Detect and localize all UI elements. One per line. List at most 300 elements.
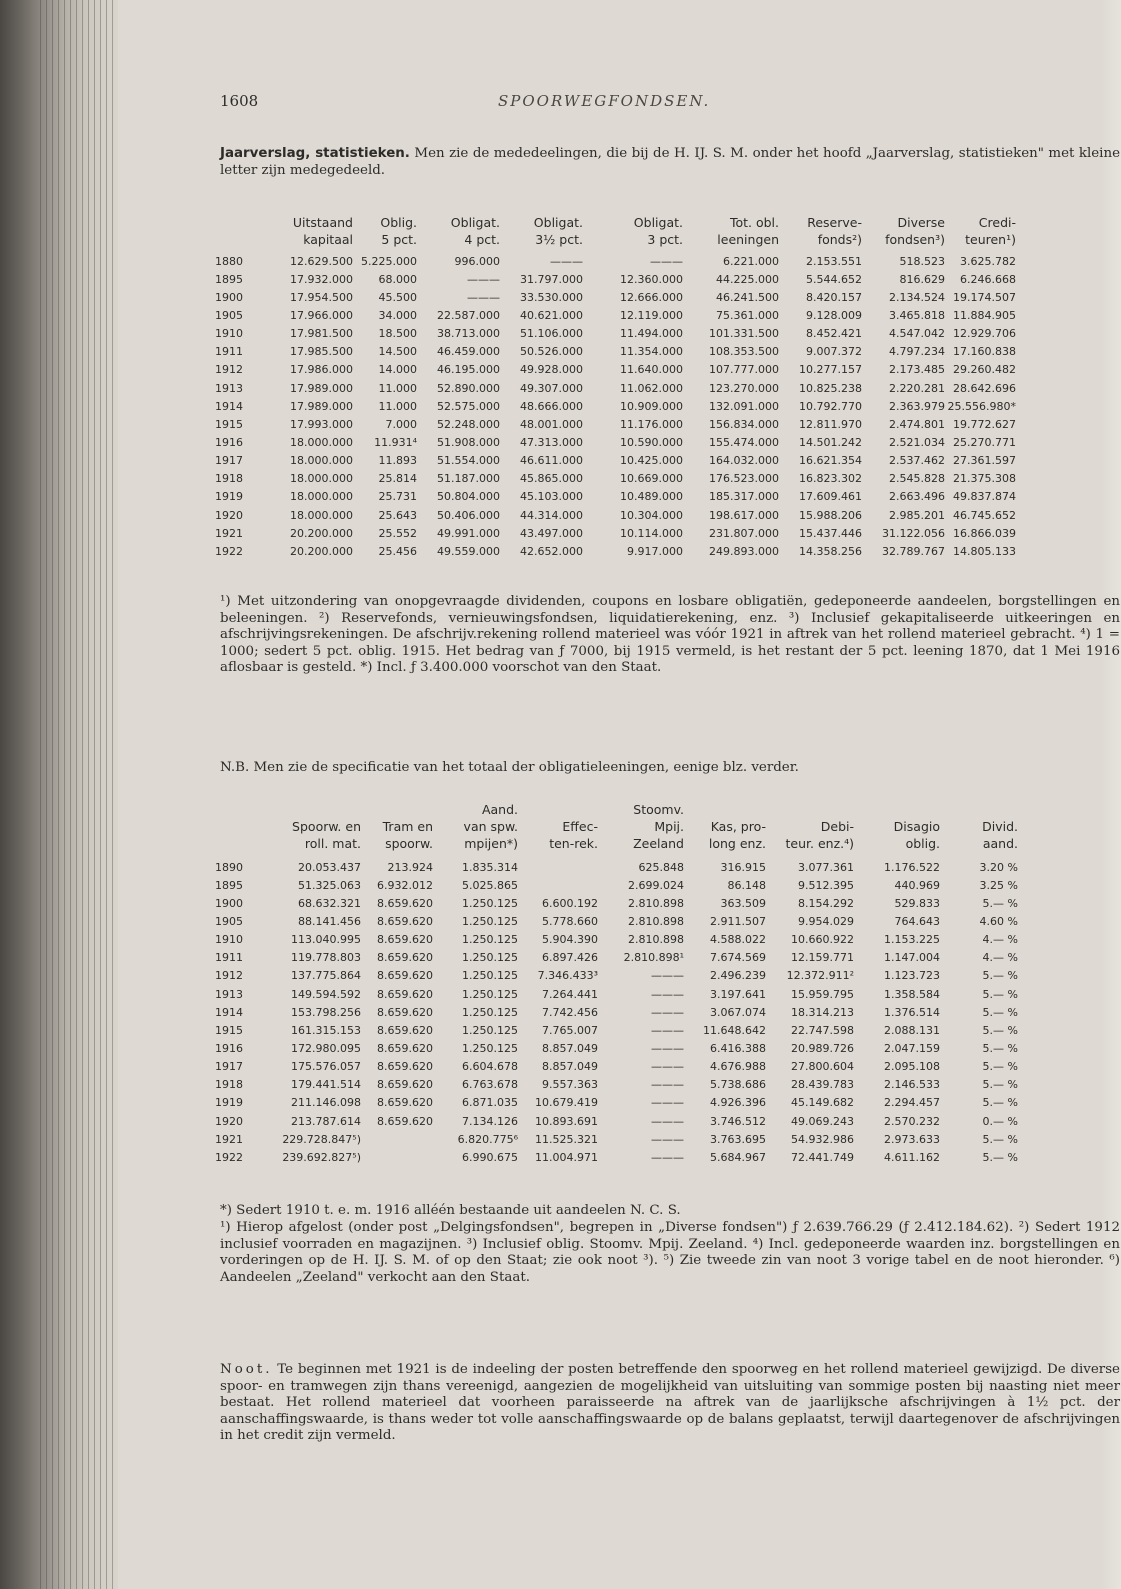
table1-value-cell: 49.837.874 <box>953 490 1016 504</box>
table2-value-cell: 4.60 % <box>979 914 1018 928</box>
table1-row <box>215 524 1016 542</box>
table1-row <box>215 470 1016 488</box>
table1-value-cell: 17.989.000 <box>290 381 353 395</box>
table2-value-cell: 1.250.125 <box>462 896 518 910</box>
table2-value-cell: 22.747.598 <box>791 1023 854 1037</box>
table2-value-cell: 239.692.827⁵) <box>282 1150 361 1164</box>
table2-header-cell: Kas, pro- <box>710 819 766 834</box>
table2-value-cell: 172.980.095 <box>291 1041 361 1055</box>
table1-header-cell: Diverse <box>897 215 945 230</box>
table2-header-cell: Tram en <box>382 819 433 834</box>
table2-value-cell: 8.857.049 <box>542 1060 598 1074</box>
table1-header-cell: Uitstaand <box>292 215 353 230</box>
table1-value-cell: 17.985.500 <box>290 345 353 359</box>
table2-value-cell: 9.512.395 <box>798 878 854 892</box>
table1-value-cell: 16.866.039 <box>953 526 1016 540</box>
table2-value-cell: 3.25 % <box>979 878 1018 892</box>
table1-value-cell: 49.928.000 <box>520 363 583 377</box>
table1-row <box>215 452 1016 470</box>
table2-value-cell <box>361 1148 433 1166</box>
table1-value-cell: 176.523.000 <box>709 472 779 486</box>
table2-row <box>215 1039 1018 1057</box>
table2-header-cell: teur. enz.⁴) <box>785 836 854 851</box>
table1-value-cell: 10.277.157 <box>799 363 862 377</box>
table1-header-cell: Obligat. <box>633 215 683 230</box>
table1-value-cell: 231.807.000 <box>709 526 779 540</box>
table1-value-cell: 10.909.000 <box>620 399 683 413</box>
table1-value-cell: 7.000 <box>385 417 417 431</box>
table1-value-cell: 25.814 <box>378 472 417 486</box>
table1-header-cell: Reserve- <box>807 215 862 230</box>
table2-value-cell: 8.659.620 <box>377 1023 433 1037</box>
table1-value-cell: ——— <box>650 254 683 268</box>
table2-value-cell: 175.576.057 <box>291 1060 361 1074</box>
table1-row <box>215 415 1016 433</box>
table1-value-cell: 38.713.000 <box>437 327 500 341</box>
table2-value-cell: 3.197.641 <box>710 987 766 1001</box>
table2-value-cell: 3.20 % <box>979 860 1018 874</box>
table1-header-cell: Oblig. <box>380 215 417 230</box>
table2-value-cell: 4.— % <box>982 951 1018 965</box>
table1-value-cell: 9.917.000 <box>627 544 683 558</box>
table1-header <box>118 215 1121 249</box>
table2-value-cell: 10.660.922 <box>791 933 854 947</box>
table1-row <box>215 433 1016 451</box>
table1-value-cell: 4.547.042 <box>889 327 945 341</box>
table2-value-cell: 2.570.232 <box>884 1114 940 1128</box>
table2-value-cell: 20.053.437 <box>298 860 361 874</box>
table1-value-cell: 6.246.668 <box>960 272 1016 286</box>
table2-value-cell: 1.250.125 <box>462 914 518 928</box>
table1-value-cell: 10.425.000 <box>620 454 683 468</box>
table1-value-cell: 17.609.461 <box>799 490 862 504</box>
table2-value-cell: ——— <box>651 1041 684 1055</box>
table2-value-cell: 316.915 <box>720 860 766 874</box>
table2-value-cell: ——— <box>651 1132 684 1146</box>
table2-value-cell: 49.069.243 <box>791 1114 854 1128</box>
table1-value-cell: 2.153.551 <box>806 254 862 268</box>
table2-value-cell: 5.— % <box>982 987 1018 1001</box>
table2-value-cell: 5.— % <box>982 1023 1018 1037</box>
table2-value-cell: 7.134.126 <box>462 1114 518 1128</box>
table1-value-cell: 40.621.000 <box>520 308 583 322</box>
table1-value-cell: ——— <box>467 290 500 304</box>
table2-value-cell: 18.314.213 <box>791 1005 854 1019</box>
table1-value-cell: 11.354.000 <box>620 345 683 359</box>
table1-value-cell: 11.176.000 <box>620 417 683 431</box>
table2-header-cell: roll. mat. <box>304 836 361 851</box>
table1-header-cell: leeningen <box>717 232 779 247</box>
table1-header-cell: kapitaal <box>303 232 353 247</box>
table1-value-cell: 11.884.905 <box>953 308 1016 322</box>
table1-value-cell: 47.313.000 <box>520 435 583 449</box>
table1-year-cell: 1910 <box>215 327 243 341</box>
table2-value-cell: 4.— % <box>982 933 1018 947</box>
table2-value-cell: 8.659.620 <box>377 1060 433 1074</box>
table2-year-cell: 1910 <box>215 933 243 947</box>
table2-value-cell: 1.250.125 <box>462 969 518 983</box>
table1-value-cell: 20.200.000 <box>290 544 353 558</box>
table1-value-cell: 44.225.000 <box>716 272 779 286</box>
running-title: SPOORWEGFONDSEN. <box>498 92 711 110</box>
table1-year-cell: 1912 <box>215 363 243 377</box>
table2-value-cell: 625.848 <box>638 860 684 874</box>
table1-header-cell: fonds²) <box>817 232 862 247</box>
table1-header-cell: Obligat. <box>450 215 500 230</box>
table2-value-cell: 5.— % <box>982 1060 1018 1074</box>
table1-row <box>215 325 1016 343</box>
table1-year-cell: 1880 <box>215 254 243 268</box>
table1-value-cell: 46.241.500 <box>716 290 779 304</box>
table1-year-cell: 1895 <box>215 272 243 286</box>
table1-value-cell: 17.954.500 <box>290 290 353 304</box>
table2-value-cell: 8.659.620 <box>377 1005 433 1019</box>
table2-value-cell: 5.684.967 <box>710 1150 766 1164</box>
table2-value-cell: 2.973.633 <box>884 1132 940 1146</box>
table1-year-cell: 1921 <box>215 526 243 540</box>
page-number: 1608 <box>220 92 259 110</box>
table2-value-cell: 12.372.911² <box>786 969 854 983</box>
table1-value-cell: 17.932.000 <box>290 272 353 286</box>
table2-row <box>215 931 1018 949</box>
page-stack-edges <box>40 0 118 1589</box>
table1-value-cell: 14.501.242 <box>799 435 862 449</box>
table1-value-cell: 68.000 <box>378 272 417 286</box>
table1-year-cell: 1915 <box>215 417 243 431</box>
table2-value-cell: 2.294.457 <box>884 1096 940 1110</box>
table1-value-cell: 21.375.308 <box>953 472 1016 486</box>
table1-value-cell: 34.000 <box>378 308 417 322</box>
table2-value-cell: 7.765.007 <box>542 1023 598 1037</box>
table1-value-cell: 45.103.000 <box>520 490 583 504</box>
table1-value-cell: 101.331.500 <box>709 327 779 341</box>
table1-value-cell: 14.805.133 <box>953 544 1016 558</box>
table2-value-cell: 6.932.012 <box>377 878 433 892</box>
table2-value-cell: 2.810.898 <box>628 914 684 928</box>
table2-value-cell: 3.763.695 <box>710 1132 766 1146</box>
table2-year-cell: 1900 <box>215 896 243 910</box>
table2-value-cell: 2.911.507 <box>710 914 766 928</box>
table2-row <box>215 1130 1018 1148</box>
table2-value-cell: 2.047.159 <box>884 1041 940 1055</box>
table1-value-cell: 10.792.770 <box>799 399 862 413</box>
table1-value-cell: 2.173.485 <box>889 363 945 377</box>
table2-value-cell: 3.746.512 <box>710 1114 766 1128</box>
table1-year-cell: 1917 <box>215 454 243 468</box>
table1-value-cell: 996.000 <box>454 254 500 268</box>
table2-year-cell: 1905 <box>215 914 243 928</box>
table1-row <box>215 343 1016 361</box>
table1-value-cell: 49.991.000 <box>437 526 500 540</box>
table2-row <box>215 858 1018 876</box>
table1-year-cell: 1905 <box>215 308 243 322</box>
table2-value-cell: 2.699.024 <box>628 878 684 892</box>
table2-header-cell: Debi- <box>820 819 854 834</box>
table2-value-cell: 6.990.675 <box>462 1150 518 1164</box>
table2-year-cell: 1920 <box>215 1114 243 1128</box>
table1-value-cell: 31.122.056 <box>882 526 945 540</box>
table1-row <box>215 488 1016 506</box>
table2-value-cell: 1.835.314 <box>462 860 518 874</box>
table1-value-cell: 12.666.000 <box>620 290 683 304</box>
table2-year-cell: 1921 <box>215 1132 243 1146</box>
table1-value-cell: 50.526.000 <box>520 345 583 359</box>
table1-value-cell: 11.931⁴ <box>374 435 417 449</box>
table2-value-cell: 28.439.783 <box>791 1078 854 1092</box>
table1-row <box>215 306 1016 324</box>
table1-value-cell: 8.452.421 <box>806 327 862 341</box>
table2-year-cell: 1922 <box>215 1150 243 1164</box>
table2-value-cell: ——— <box>651 1114 684 1128</box>
table1-header-cell: Obligat. <box>533 215 583 230</box>
table2-value-cell: 153.798.256 <box>291 1005 361 1019</box>
table2-value-cell: 4.588.022 <box>710 933 766 947</box>
table1-value-cell: 6.221.000 <box>723 254 779 268</box>
table1-value-cell: 27.361.597 <box>953 454 1016 468</box>
table2-value-cell: 119.778.803 <box>291 951 361 965</box>
table1-value-cell: 17.989.000 <box>290 399 353 413</box>
table2-value-cell: 3.077.361 <box>798 860 854 874</box>
table2-value-cell: 8.154.292 <box>798 896 854 910</box>
table1-value-cell: 12.629.500 <box>290 254 353 268</box>
table1-value-cell: 9.128.009 <box>806 308 862 322</box>
table2-value-cell: 2.095.108 <box>884 1060 940 1074</box>
table2-header-cell: ten-rek. <box>549 836 598 851</box>
table1-value-cell: 10.590.000 <box>620 435 683 449</box>
table2-year-cell: 1914 <box>215 1005 243 1019</box>
table2-value-cell: 6.600.192 <box>542 896 598 910</box>
table2-value-cell: 161.315.153 <box>291 1023 361 1037</box>
table2-year-cell: 1911 <box>215 951 243 965</box>
table2-value-cell: 179.441.514 <box>291 1078 361 1092</box>
table2-value-cell: 54.932.986 <box>791 1132 854 1146</box>
table2-assets <box>215 858 1018 1166</box>
table1-value-cell: 11.062.000 <box>620 381 683 395</box>
table2-header-cell: Disagio <box>893 819 940 834</box>
table2-value-cell: 6.820.775⁶ <box>457 1132 518 1146</box>
table2-value-cell: 440.969 <box>894 878 940 892</box>
table2-value-cell: 5.— % <box>982 1096 1018 1110</box>
table2-value-cell: 8.659.620 <box>377 951 433 965</box>
table2-value-cell: 2.146.533 <box>884 1078 940 1092</box>
table2-value-cell: ——— <box>651 987 684 1001</box>
table1-value-cell: 14.358.256 <box>799 544 862 558</box>
table1-value-cell: 816.629 <box>899 272 945 286</box>
table1-year-cell: 1922 <box>215 544 243 558</box>
table1-value-cell: 2.537.462 <box>889 454 945 468</box>
table2-row <box>215 1021 1018 1039</box>
table2-row <box>215 1003 1018 1021</box>
table2-value-cell: 1.376.514 <box>884 1005 940 1019</box>
table1-year-cell: 1916 <box>215 435 243 449</box>
table2-value-cell: 1.250.125 <box>462 1005 518 1019</box>
table1-value-cell: 2.663.496 <box>889 490 945 504</box>
table1-value-cell: 18.000.000 <box>290 435 353 449</box>
table2-row <box>215 912 1018 930</box>
table2-row <box>215 1058 1018 1076</box>
table2-year-cell: 1915 <box>215 1023 243 1037</box>
table1-header-cell: 3½ pct. <box>535 232 583 247</box>
table1-value-cell: 17.993.000 <box>290 417 353 431</box>
table2-value-cell: 8.857.049 <box>542 1041 598 1055</box>
table2-header <box>118 802 1121 854</box>
table1-value-cell: 18.000.000 <box>290 454 353 468</box>
table2-row <box>215 1094 1018 1112</box>
table1-value-cell: 10.825.238 <box>799 381 862 395</box>
table1-value-cell: 132.091.000 <box>709 399 779 413</box>
table1-value-cell: 17.160.838 <box>953 345 1016 359</box>
table1-value-cell: 18.000.000 <box>290 472 353 486</box>
table1-value-cell: 156.834.000 <box>709 417 779 431</box>
table2-header-cell: Mpij. <box>654 819 684 834</box>
table1-value-cell: 42.652.000 <box>520 544 583 558</box>
intro-text: Men zie de mededeelingen, die bij de H. IJ. S. M. onder het hoofd „Jaarverslag, statistieken" met kleine letter zijn medegedeeld. <box>220 146 1120 178</box>
table2-header-cell: van spw. <box>463 819 518 834</box>
table1-value-cell: 14.500 <box>378 345 417 359</box>
table1-value-cell: 10.669.000 <box>620 472 683 486</box>
table1-year-cell: 1914 <box>215 399 243 413</box>
table2-row <box>215 894 1018 912</box>
table1-value-cell: 44.314.000 <box>520 508 583 522</box>
table1-header-cell: Tot. obl. <box>729 215 779 230</box>
table2-header-cell: Zeeland <box>633 836 684 851</box>
table2-value-cell: 7.742.456 <box>542 1005 598 1019</box>
table1-value-cell: 2.134.524 <box>889 290 945 304</box>
table1-value-cell: 20.200.000 <box>290 526 353 540</box>
table1-row <box>215 252 1016 270</box>
table2-value-cell: 9.557.363 <box>542 1078 598 1092</box>
table2-value-cell: 1.358.584 <box>884 987 940 1001</box>
table2-value-cell: 113.040.995 <box>291 933 361 947</box>
table1-value-cell: 11.000 <box>378 399 417 413</box>
table1-value-cell: 33.530.000 <box>520 290 583 304</box>
table1-year-cell: 1919 <box>215 490 243 504</box>
table1-value-cell: 2.545.828 <box>889 472 945 486</box>
table2-value-cell: 11.004.971 <box>535 1150 598 1164</box>
table1-header-cell: 3 pct. <box>647 232 683 247</box>
table1-value-cell: 46.611.000 <box>520 454 583 468</box>
table2-value-cell: 15.959.795 <box>791 987 854 1001</box>
table2-header-cell: Divid. <box>982 819 1018 834</box>
table1-row <box>215 542 1016 560</box>
table1-value-cell: 11.893 <box>378 454 417 468</box>
table1-year-cell: 1900 <box>215 290 243 304</box>
table2-value-cell: 213.924 <box>387 860 433 874</box>
table1-value-cell: 164.032.000 <box>709 454 779 468</box>
table2-value-cell: 1.176.522 <box>884 860 940 874</box>
table1-value-cell: 2.474.801 <box>889 417 945 431</box>
table2-header-cell: Aand. <box>481 802 518 817</box>
table1-row <box>215 288 1016 306</box>
table2-value-cell: 68.632.321 <box>298 896 361 910</box>
table1-value-cell: 518.523 <box>899 254 945 268</box>
table2-value-cell: 1.250.125 <box>462 987 518 1001</box>
table2-value-cell: 5.025.865 <box>462 878 518 892</box>
table1-value-cell: 50.406.000 <box>437 508 500 522</box>
table2-value-cell: 9.954.029 <box>798 914 854 928</box>
table2-value-cell: 211.146.098 <box>291 1096 361 1110</box>
table1-value-cell: 52.248.000 <box>437 417 500 431</box>
table2-value-cell: 4.611.162 <box>884 1150 940 1164</box>
table1-value-cell: 4.797.234 <box>889 345 945 359</box>
table1-header-cell: teuren¹) <box>965 232 1016 247</box>
table2-header-cell: Effec- <box>562 819 598 834</box>
table1-value-cell: 19.772.627 <box>953 417 1016 431</box>
table2-value-cell: 5.— % <box>982 1041 1018 1055</box>
table2-value-cell: 1.147.004 <box>884 951 940 965</box>
table2-value-cell: ——— <box>651 969 684 983</box>
table2-header-cell: spoorw. <box>385 836 433 851</box>
table2-header-cell: Spoorw. en <box>292 819 361 834</box>
table1-value-cell: 22.587.000 <box>437 308 500 322</box>
table1-row <box>215 397 1016 415</box>
table2-value-cell: 1.250.125 <box>462 1041 518 1055</box>
table2-value-cell: 1.153.225 <box>884 933 940 947</box>
table2-value-cell: 5.— % <box>982 1132 1018 1146</box>
table2-row <box>215 949 1018 967</box>
table1-value-cell: 46.195.000 <box>437 363 500 377</box>
table2-value-cell: 764.643 <box>894 914 940 928</box>
table2-value-cell: 12.159.771 <box>791 951 854 965</box>
table1-value-cell: ——— <box>467 272 500 286</box>
table2-value-cell: 2.496.239 <box>710 969 766 983</box>
table2-value-cell: 6.416.388 <box>710 1041 766 1055</box>
table1-value-cell: ——— <box>550 254 583 268</box>
table1-value-cell: 50.804.000 <box>437 490 500 504</box>
table1-value-cell: 2.985.201 <box>889 508 945 522</box>
table2-header-cell: aand. <box>982 836 1018 851</box>
table2-value-cell: ——— <box>651 1150 684 1164</box>
table1-value-cell: 12.811.970 <box>799 417 862 431</box>
table2-year-cell: 1916 <box>215 1041 243 1055</box>
table1-value-cell: 51.187.000 <box>437 472 500 486</box>
table2-value-cell: 5.— % <box>982 896 1018 910</box>
table2-value-cell: 11.525.321 <box>535 1132 598 1146</box>
table2-value-cell: 51.325.063 <box>298 878 361 892</box>
table2-value-cell: 8.659.620 <box>377 933 433 947</box>
table1-value-cell: 5.544.652 <box>806 272 862 286</box>
table1-value-cell: 18.000.000 <box>290 508 353 522</box>
table1-value-cell: 12.929.706 <box>953 327 1016 341</box>
table2-value-cell: 7.674.569 <box>710 951 766 965</box>
table2-value-cell: 1.250.125 <box>462 1023 518 1037</box>
table1-value-cell: 46.459.000 <box>437 345 500 359</box>
table1-value-cell: 52.575.000 <box>437 399 500 413</box>
table1-value-cell: 25.556.980* <box>947 399 1016 413</box>
note-text: Te beginnen met 1921 is de indeeling der posten betreffende den spoorweg en het rollend materieel gewijzigd. De diverse spoor- en tramwegen zijn thans vereenigd, aangezien de mogelijkheid van uitsluiting van sommige posten bij naasting niet meer bestaat. Het rollend materieel dat voorheen paraisseerde na aftrek van de jaarlijksche afschrijvingen à 1½ pct. der aanschaffingswaarde, is thans weder tot volle aanschaffingswaarde op de balans geplaatst, terwijl daartegenover de afschrijvingen in het credit zijn vermeld. <box>220 1362 1120 1443</box>
table1-value-cell: 198.617.000 <box>709 508 779 522</box>
table2-value-cell: 6.871.035 <box>462 1096 518 1110</box>
table1-year-cell: 1911 <box>215 345 243 359</box>
table2-value-cell: 1.250.125 <box>462 933 518 947</box>
table1-value-cell: 46.745.652 <box>953 508 1016 522</box>
table2-value-cell: 8.659.620 <box>377 987 433 1001</box>
table2-value-cell: 7.264.441 <box>542 987 598 1001</box>
table2-value-cell: 2.088.131 <box>884 1023 940 1037</box>
table2-value-cell: 6.604.678 <box>462 1060 518 1074</box>
table2-value-cell: ——— <box>651 1096 684 1110</box>
table1-value-cell: 108.353.500 <box>709 345 779 359</box>
table1-value-cell: 25.456 <box>378 544 417 558</box>
table1-value-cell: 51.908.000 <box>437 435 500 449</box>
table2-value-cell: 4.926.396 <box>710 1096 766 1110</box>
table2-value-cell: ——— <box>651 1078 684 1092</box>
table2-value-cell: 7.346.433³ <box>537 969 598 983</box>
table2-value-cell <box>518 876 598 894</box>
table2-value-cell: 6.897.426 <box>542 951 598 965</box>
nb-note: N.B. Men zie de specificatie van het totaal der obligatieleeningen, eenige blz. verder. <box>220 760 799 775</box>
table2-value-cell: 2.810.898¹ <box>623 951 684 965</box>
